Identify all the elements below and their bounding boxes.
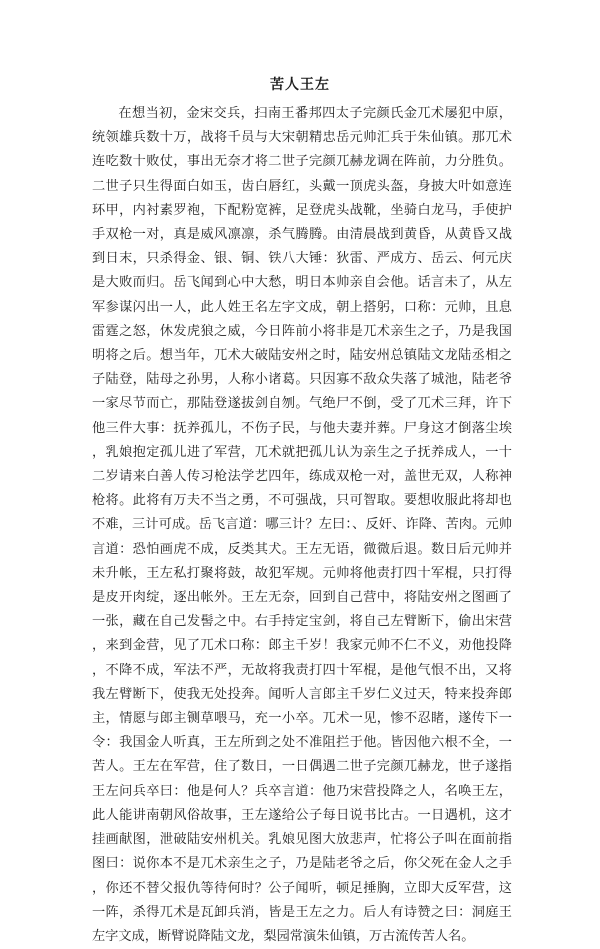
page-title: 苦人王左 [270, 77, 330, 93]
body-paragraph: 在想当初，金宋交兵，扫南王番邦四太子完颜氏金兀术屡犯中原，统领雄兵数十万，战将千员与大宋朝精忠岳元帅汇兵于朱仙镇。那兀术连吃数十败仗，事出无奈才将二世子完颜兀赫龙调在阵前，力分胜负。二世子只生得面白如玉，齿白唇红，头戴一顶虎头盔，身披大叶如意连环甲，内衬素罗袍，下配粉宽裤，足登虎头战靴，坐骑白龙马，手使护手双枪一对，真是威风凛凛，杀气腾腾。由清晨战到黄昏，从黄昏又战到日末，只杀得金、银、铜、铁八大锤：狄雷、严成方、岳云、何元庆是大败而归。岳飞闻到心中大愁，明日本帅亲自会他。话言未了，从左军参谋闪出一人，此人姓王名左字文成，朝上搭躬，口称：元帅，且息雷霆之怒，休发虎狼之威，今日阵前小将非是兀术亲生之子，乃是我国明将之后。想当年，兀术大破陆安州之时，陆安州总镇陆文龙陆丞相之子陆登，陆母之孙男，人称小诸葛。只因寡不敌众失落了城池，陆老爷一家尽节而亡，那陆登遂拔剑自刎。气绝尸不倒，受了兀术三拜，许下他三件大事：抚养孤儿，不伤子民，与他夫妻并葬。尸身这才倒落尘埃，乳娘抱定孤儿进了军营，兀术就把孤儿认为亲生之子抚养成人，一十二岁请来白善人传习枪法学艺四年，练成双枪一对，盖世无双，人称神枪将。此将有万夫不当之勇，不可强战，只可智取。要想收服此将却也不难，三计可成。岳飞言道：哪三计？左曰：、反奸、诈降、苦肉。元帅言道：恐怕画虎不成，反类其犬。王左无语，微微后退。数日后元帅并未升帐，王左私打聚将鼓，故犯军规。元帅将他责打四十军棍，只打得是皮开肉绽，逐出帐外。王左无奈，回到自己营中，将陆安州之图画了一张，藏在自己发髻之中。右手持定宝剑，将自己左臂断下，偷出宋营，来到金营，见了兀术口称：郎主千岁！我家元帅不仁不义，劝他投降，不降不成，军法不严，无故将我责打四十军棍，是他气恨不出，又将我左臂断下，使我无处投奔。闻听人言郎主千岁仁义过天，特来投奔郎主，情愿与郎主铡草喂马，充一小卒。兀术一见，惨不忍睹，遂传下一令：我国金人听真，王左所到之处不准阻拦于他。皆因他六根不全，一苦人。王左在军营，住了数日，一日偶遇二世子完颜兀赫龙，世子遂指王左问兵卒曰：他是何人？兵卒言道：他乃宋营投降之人，名唤王左，此人能讲南朝风俗故事，王左遂给公子每日说书比古。一日遇机，这才挂画献图，泄破陆安州机关。乳娘见图大放悲声，忙将公子叫在面前指图曰：说你本不是兀术亲生之子，乃是陆老爷之后，你父死在金人之手，你还不替父报仇等待何时？公子闻听，顿足捶胸，立即大反军营，这一阵，杀得兀术是瓦卸兵消，皆是王左之力。后人有诗赞之曰：洞庭王左字文成，断臂说降陆文龙，梨园常演朱仙镇，万古流传苦人名。 [92, 106, 512, 944]
